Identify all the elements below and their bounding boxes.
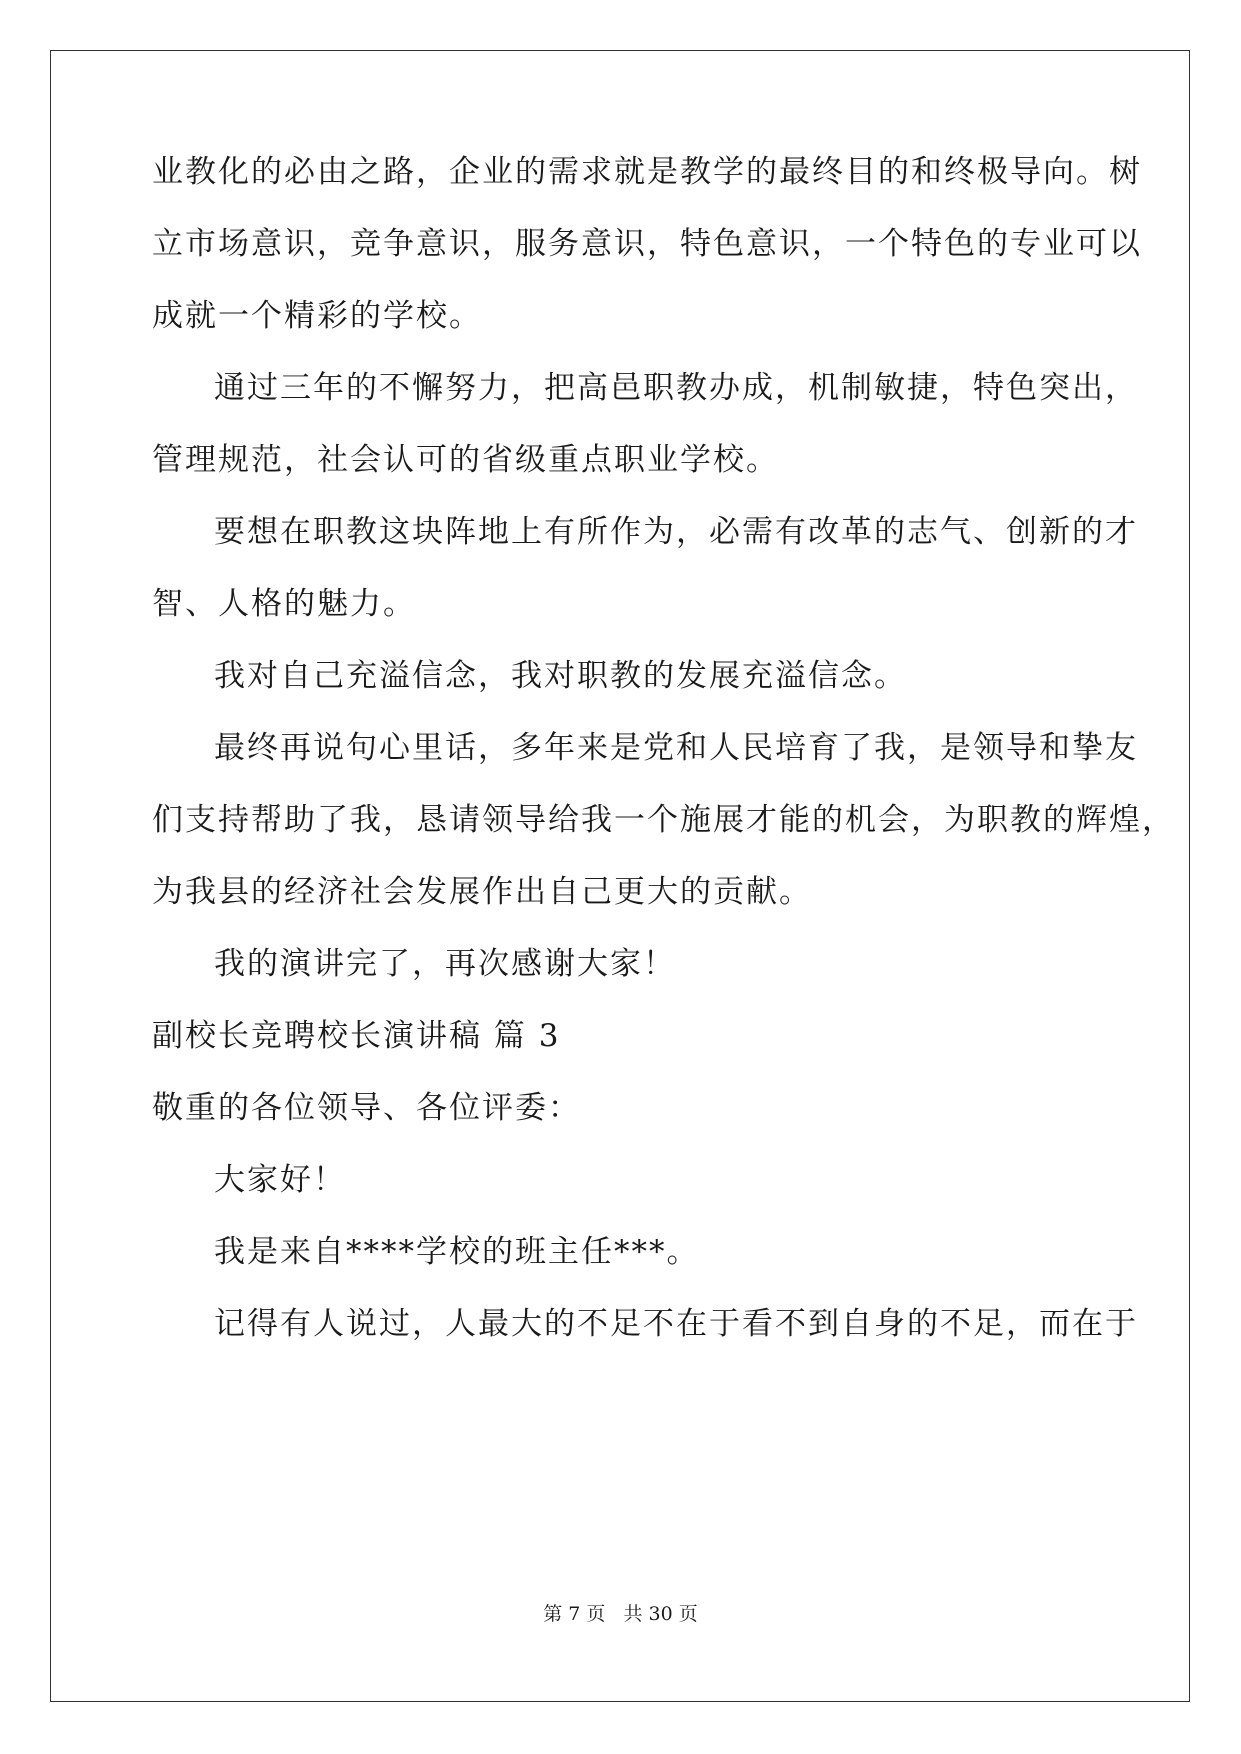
body-line: 管理规范，社会认可的省级重点职业学校。 [152,442,779,478]
paragraph-start-line: 我是来自****学校的班主任***。 [214,1234,700,1270]
paragraph-start-line: 记得有人说过，人最大的不足不在于看不到自身的不足，而在于 [214,1306,1138,1342]
section-heading: 副校长竞聘校长演讲稿 篇 3 [152,1018,561,1054]
body-line: 立市场意识，竞争意识，服务意识，特色意识，一个特色的专业可以 [152,226,1142,262]
body-line: 为我县的经济社会发展作出自己更大的贡献。 [152,874,812,910]
salutation-line: 敬重的各位领导、各位评委： [152,1090,581,1126]
body-line: 们支持帮助了我，恳请领导给我一个施展才能的机会，为职教的辉煌， [152,802,1175,838]
page-number: 第 7 页 [543,1603,606,1625]
page-total: 共 30 页 [623,1603,698,1625]
greeting-line: 大家好！ [214,1162,346,1198]
paragraph-start-line: 我对自己充溢信念，我对职教的发展充溢信念。 [214,658,907,694]
body-line: 业教化的必由之路，企业的需求就是教学的最终目的和终极导向。树 [152,154,1142,190]
page-footer [0,1602,1241,1626]
paragraph-start-line: 我的演讲完了，再次感谢大家！ [214,946,676,982]
paragraph-start-line: 要想在职教这块阵地上有所作为，必需有改革的志气、创新的才 [214,514,1138,550]
paragraph-start-line: 通过三年的不懈努力，把高邑职教办成，机制敏捷，特色突出， [214,370,1138,406]
paragraph-start-line: 最终再说句心里话，多年来是党和人民培育了我，是领导和挚友 [214,730,1138,766]
body-line: 成就一个精彩的学校。 [152,298,482,334]
body-line: 智、人格的魅力。 [152,586,416,622]
